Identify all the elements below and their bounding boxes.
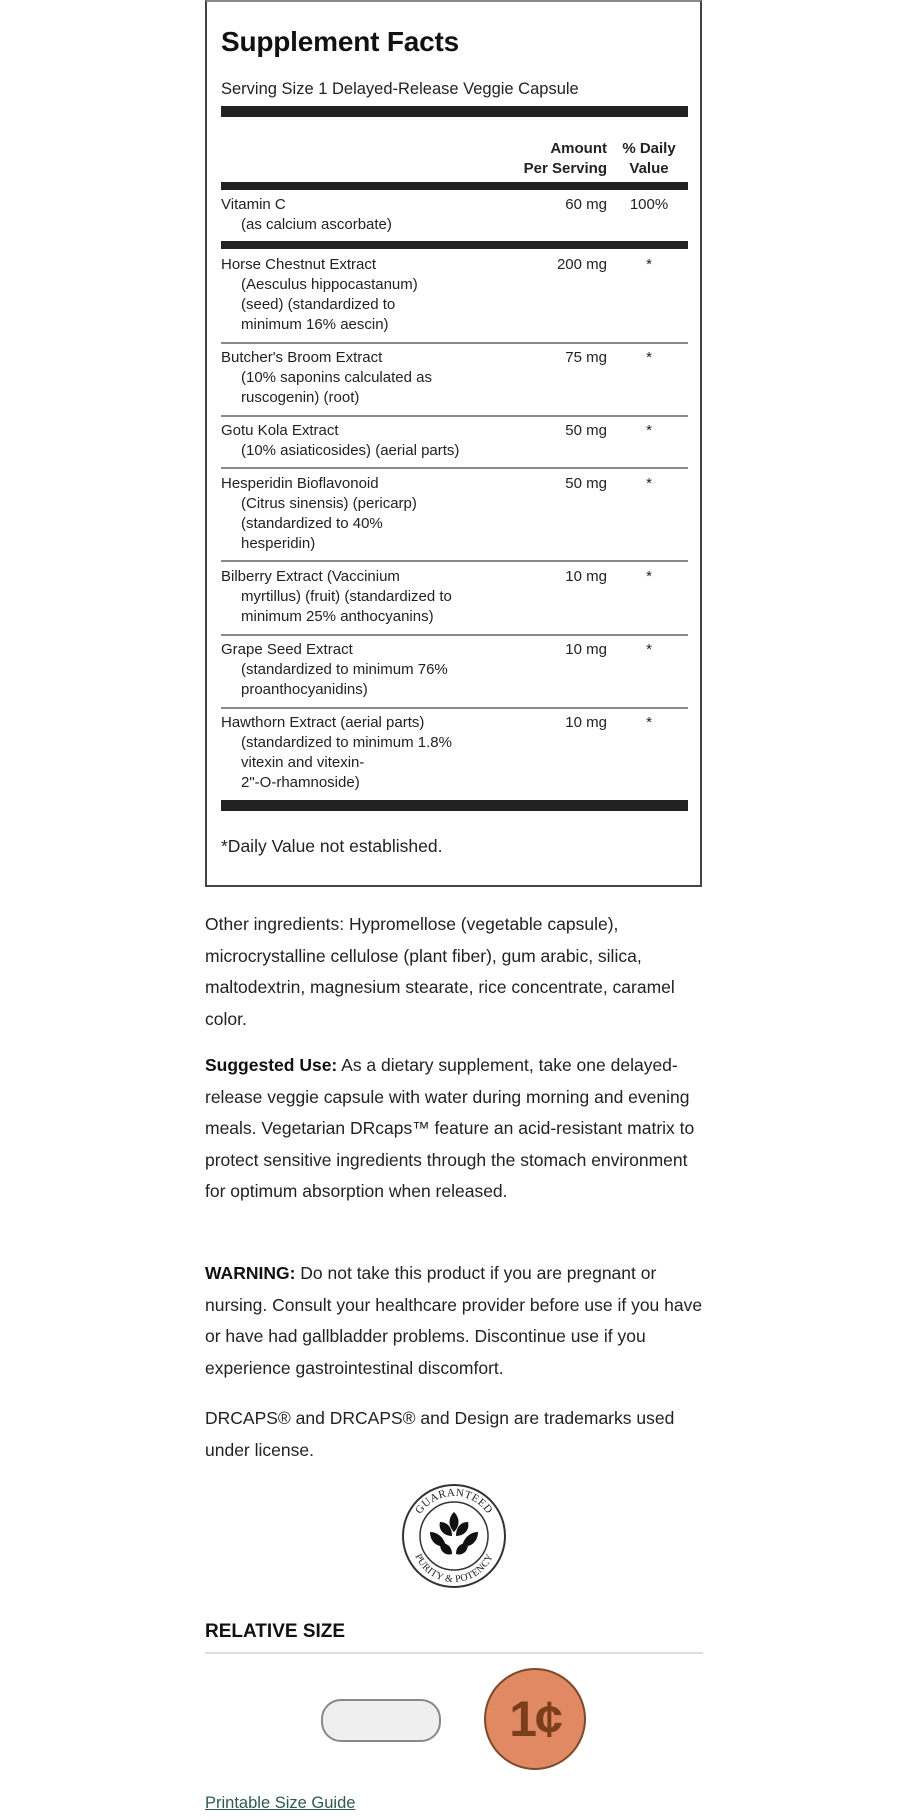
nutrient-dv: * <box>646 475 652 492</box>
relative-size-divider <box>205 1652 703 1654</box>
suggested-use-label: Suggested Use: <box>205 1055 338 1075</box>
nutrient-row <box>221 474 688 554</box>
printable-size-guide-link[interactable]: Printable Size Guide <box>205 1794 356 1812</box>
nutrient-dv: * <box>646 422 652 439</box>
nutrient-dv: * <box>646 349 652 366</box>
relative-size-title: RELATIVE SIZE <box>205 1621 346 1642</box>
penny-coin-icon <box>484 1668 586 1770</box>
nutrient-row <box>221 195 688 235</box>
trademark-notice: DRCAPS® and DRCAPS® and Design are trademarks used under license. <box>205 1408 675 1460</box>
nutrient-amount: 10 mg <box>565 568 607 585</box>
nutrient-dv: 100% <box>629 196 669 213</box>
nutrient-name: Horse Chestnut Extract <box>221 256 377 273</box>
nutrient-detail: (Citrus sinensis) (pericarp) <box>241 495 417 512</box>
nutrient-row <box>221 567 688 627</box>
nutrient-detail: ruscogenin) (root) <box>241 389 360 406</box>
nutrient-name: Vitamin C <box>221 196 286 213</box>
nutrient-detail: (10% asiaticosides) (aerial parts) <box>241 442 460 459</box>
nutrient-name: Bilberry Extract (Vaccinium <box>221 568 400 585</box>
nutrient-row <box>221 421 688 461</box>
row-divider <box>221 707 688 709</box>
nutrient-detail: (standardized to minimum 76% <box>241 661 448 678</box>
header-amount <box>524 139 607 179</box>
suggested-use <box>205 1050 710 1208</box>
nutrient-row <box>221 640 688 700</box>
svg-text:GUARANTEED: GUARANTEED <box>413 1486 495 1517</box>
nutrient-detail: (10% saponins calculated as <box>241 369 432 386</box>
divider-vitamins <box>221 241 688 249</box>
capsule-size-icon <box>321 1699 441 1742</box>
warning-text: Do not take this product if you are pregnant or nursing. Consult your healthcare provider before use if you have or have had gallbladder problems. Discontinue use if you experience gastrointestinal discomfort. <box>205 1263 703 1378</box>
nutrient-amount: 10 mg <box>565 641 607 658</box>
nutrient-name: Hesperidin Bioflavonoid <box>221 475 379 492</box>
nutrient-detail: (as calcium ascorbate) <box>241 216 392 233</box>
header-dv-line2: Value <box>629 160 669 177</box>
nutrient-amount: 75 mg <box>565 349 607 366</box>
other-ingredients: Other ingredients: Hypromellose (vegetable capsule), microcrystalline cellulose (plant fiber), gum arabic, silica, maltodextrin, magnesium stearate, rice concentrate, caramel color. <box>205 914 675 1029</box>
nutrient-amount: 50 mg <box>565 422 607 439</box>
nutrient-name: Hawthorn Extract (aerial parts) <box>221 714 425 731</box>
nutrient-detail: 2"-O-rhamnoside) <box>241 774 360 791</box>
nutrient-detail: hesperidin) <box>241 535 316 552</box>
nutrient-dv: * <box>646 714 652 731</box>
panel-title: Supplement Facts <box>221 26 459 57</box>
svg-text:PURITY & POTENCY: PURITY & POTENCY <box>412 1552 496 1586</box>
divider-bottom <box>221 800 688 811</box>
row-divider <box>221 415 688 417</box>
nutrient-name: Butcher's Broom Extract <box>221 349 383 366</box>
warning-label: WARNING: <box>205 1263 296 1283</box>
supplement-facts-panel <box>205 0 702 887</box>
footnote: *Daily Value not established. <box>221 836 443 856</box>
nutrient-amount: 50 mg <box>565 475 607 492</box>
coin-label: 1¢ <box>509 1691 561 1747</box>
nutrient-detail: (Aesculus hippocastanum) <box>241 276 418 293</box>
nutrient-detail: proanthocyanidins) <box>241 681 368 698</box>
header-amount-line1: Amount <box>550 140 607 157</box>
nutrient-dv: * <box>646 641 652 658</box>
nutrient-amount: 60 mg <box>565 196 607 213</box>
nutrient-row <box>221 348 688 408</box>
nutrient-detail: minimum 16% aescin) <box>241 316 389 333</box>
header-dv-line1: % Daily <box>622 140 676 157</box>
serving-size: Serving Size 1 Delayed-Release Veggie Capsule <box>221 80 579 98</box>
divider-header <box>221 182 688 190</box>
header-amount-line2: Per Serving <box>523 160 607 177</box>
nutrient-name: Grape Seed Extract <box>221 641 353 658</box>
nutrient-detail: minimum 25% anthocyanins) <box>241 608 434 625</box>
divider-thick <box>221 106 688 117</box>
nutrient-detail: vitexin and vitexin- <box>241 754 365 771</box>
header-daily-value <box>610 139 688 179</box>
nutrient-row <box>221 255 688 335</box>
nutrient-dv: * <box>646 256 652 273</box>
row-divider <box>221 560 688 562</box>
nutrient-name: Gotu Kola Extract <box>221 422 339 439</box>
nutrient-row <box>221 713 688 793</box>
row-divider <box>221 467 688 469</box>
row-divider <box>221 342 688 344</box>
nutrient-detail: (standardized to minimum 1.8% <box>241 734 452 751</box>
nutrient-amount: 10 mg <box>565 714 607 731</box>
nutrient-dv: * <box>646 568 652 585</box>
nutrient-detail: (standardized to 40% <box>241 515 383 532</box>
row-divider <box>221 634 688 636</box>
nutrient-detail: myrtillus) (fruit) (standardized to <box>241 588 452 605</box>
warning <box>205 1258 710 1384</box>
nutrient-detail: (seed) (standardized to <box>241 296 396 313</box>
guaranteed-purity-seal <box>400 1482 508 1590</box>
nutrient-amount: 200 mg <box>556 256 607 273</box>
leaf-seal-icon <box>400 1482 508 1590</box>
suggested-use-text: As a dietary supplement, take one delayed-release veggie capsule with water during morning and evening meals. Vegetarian DRcaps™ feature an acid-resistant matrix to protect sensitive ingredients through the stomach environment for optimum absorption when released. <box>205 1055 695 1201</box>
